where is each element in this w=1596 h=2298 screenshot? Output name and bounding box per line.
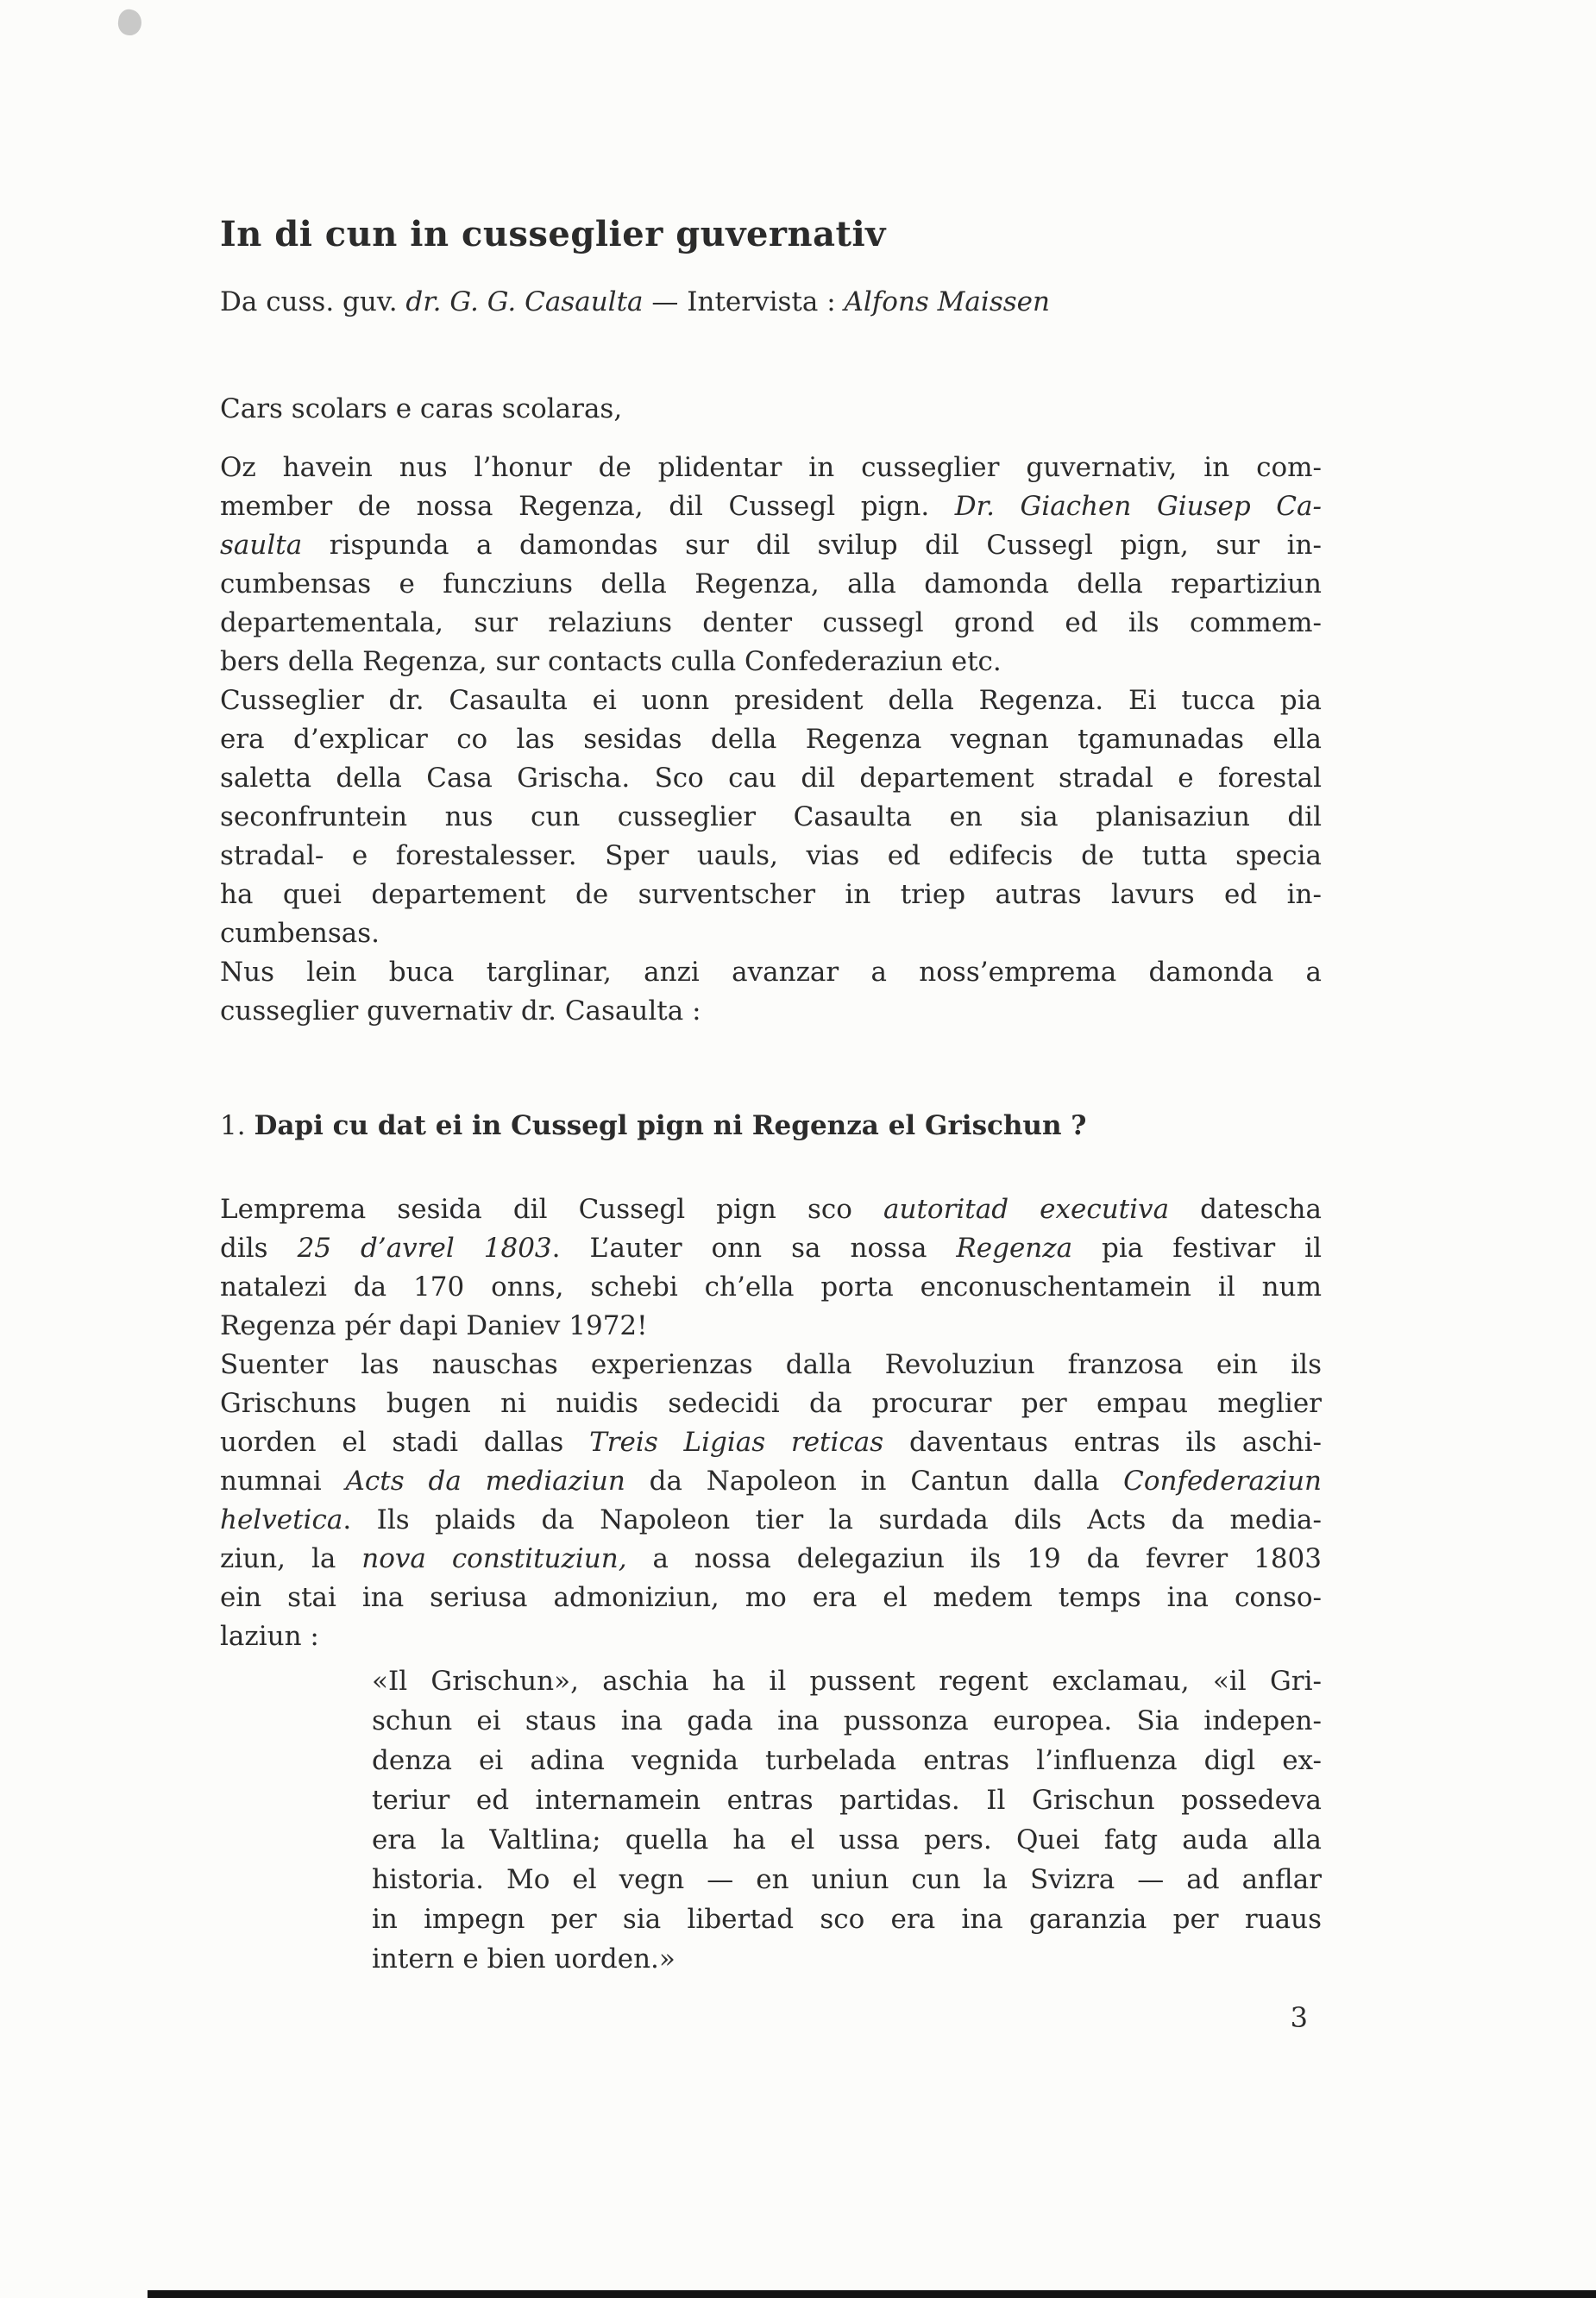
text-line: helvetica. Ils plaids da Napoleon tier la surdada dils Acts da media- [220,1504,1322,1535]
text-line: saletta della Casa Grischa. Sco cau dil departement stradal e forestal [220,763,1322,794]
text-line: cumbensas. [220,918,380,949]
text-line: member de nossa Regenza, dil Cussegl pign. Dr. Giachen Giusep Ca- [220,491,1322,522]
page-number: 3 [1290,2001,1308,2034]
text-line: Regenza pér dapi Daniev 1972! [220,1310,648,1341]
block-quote [220,1661,1322,1979]
byline: Da cuss. guv. dr. G. G. Casaulta — Intervista : Alfons Maissen [220,286,1050,317]
paragraph-lead-in [220,953,1322,1031]
scan-smudge [116,8,143,37]
text-line: Lemprema sesida dil Cussegl pign sco autoritad executiva datescha [220,1194,1323,1225]
text-line: stradal- e forestalesser. Sper uauls, vias ed edifecis de tutta specia [220,840,1322,871]
text-line: Cusseglier dr. Casaulta ei uonn president della Regenza. Ei tucca pia [220,685,1322,716]
salutation: Cars scolars e caras scolaras, [220,393,623,424]
text-line: era la Valtlina; quella ha el ussa pers. Quei fatg auda alla [372,1824,1322,1855]
paragraph-intro [220,449,1322,681]
text-line: numnai Acts da mediaziun da Napoleon in Cantun dalla Confederaziun [220,1466,1323,1497]
text-line: saulta rispunda a damondas sur dil svilup dil Cussegl pign, sur in- [220,530,1322,561]
text-line: schun ei staus ina gada ina pussonza europea. Sia indepen- [372,1705,1322,1736]
text-line: Suenter las nauschas experienzas dalla Revoluziun franzosa ein ils [220,1349,1322,1380]
section-heading: 1. Dapi cu dat ei in Cussegl pign ni Regenza el Grischun ? [220,1110,1087,1141]
text-line: cusseglier guvernativ dr. Casaulta : [220,995,701,1027]
text-line: ziun, la nova constituziun, a nossa delegaziun ils 19 da fevrer 1803 [220,1543,1323,1574]
text-line: in impegn per sia libertad sco era ina garanzia per ruaus [372,1904,1322,1935]
text-line: Nus lein buca targlinar, anzi avanzar a noss’emprema damonda a [220,957,1322,988]
text-line: seconfruntein nus cun cusseglier Casaulta en sia planisaziun dil [220,801,1322,832]
text-line: intern e bien uorden.» [372,1943,675,1975]
paragraph-answer-1 [220,1190,1322,1346]
article-title: In di cun in cusseglier guvernativ [220,214,886,254]
text-line: laziun : [220,1621,319,1652]
text-line: teriur ed internamein entras partidas. Il Grischun possedeva [372,1785,1322,1816]
text-line: natalezi da 170 onns, schebi ch’ella porta enconuschentamein il num [220,1271,1322,1303]
paragraph-president [220,681,1322,953]
paragraph-answer-2 [220,1346,1322,1656]
text-line: historia. Mo el vegn — en uniun cun la Svizra — ad anflar [372,1864,1322,1895]
text-line: era d’explicar co las sesidas della Regenza vegnan tgamunadas ella [220,724,1322,755]
text-line: cumbensas e funcziuns della Regenza, alla damonda della repartiziun [220,568,1322,600]
text-line: bers della Regenza, sur contacts culla Confederaziun etc. [220,646,1002,677]
text-line: ha quei departement de surventscher in triep autras lavurs ed in- [220,879,1322,910]
text-line: departementala, sur relaziuns denter cussegl grond ed ils commem- [220,607,1322,638]
text-line: denza ei adina vegnida turbelada entras l’influenza digl ex- [372,1745,1322,1776]
text-line: «Il Grischun», aschia ha il pussent regent exclamau, «il Gri- [372,1666,1322,1697]
text-line: Grischuns bugen ni nuidis sedecidi da procurar per empau meglier [220,1388,1322,1419]
text-line: uorden el stadi dallas Treis Ligias reticas daventaus entras ils aschi- [220,1427,1323,1458]
text-line: Oz havein nus l’honur de plidentar in cusseglier guvernativ, in com- [220,452,1322,483]
text-line: dils 25 d’avrel 1803. L’auter onn sa nossa Regenza pia festivar il [220,1233,1323,1264]
scan-edge-bottom [148,2290,1596,2298]
text-line: ein stai ina seriusa admoniziun, mo era el medem temps ina conso- [220,1582,1322,1613]
